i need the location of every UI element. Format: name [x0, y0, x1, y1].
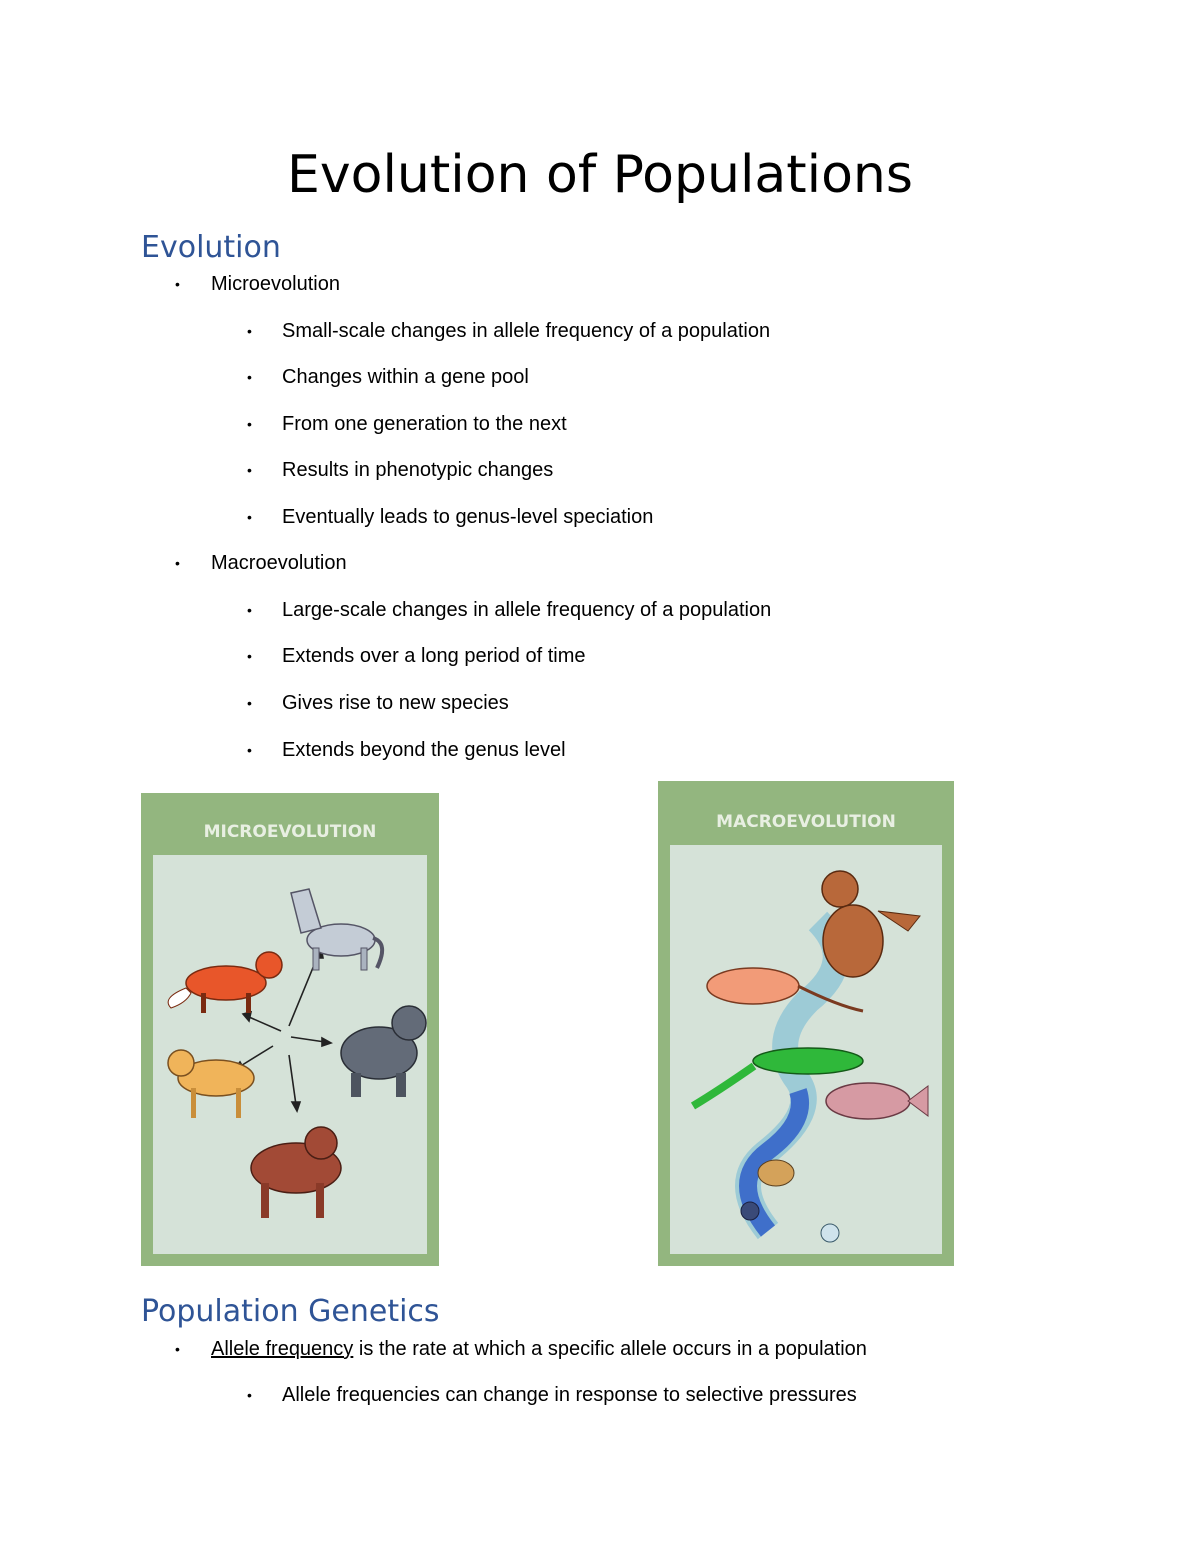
bullet: • — [247, 369, 252, 385]
bullet: • — [247, 742, 252, 758]
bullet: • — [175, 1341, 180, 1357]
bullet: • — [247, 602, 252, 618]
list-item-macroevolution: Macroevolution — [211, 552, 347, 574]
bullet: • — [247, 1387, 252, 1403]
bullet: • — [247, 695, 252, 711]
allele-frequency-definition — [211, 1336, 867, 1362]
bullet: • — [247, 323, 252, 339]
macro-panel-title: MACROEVOLUTION — [716, 812, 896, 832]
list-item: Results in phenotypic changes — [282, 459, 554, 481]
definition-text: is the rate at which a specific allele occurs in a population — [353, 1338, 867, 1360]
bullet: • — [247, 509, 252, 525]
term-allele-frequency: Allele frequency — [211, 1338, 354, 1360]
list-item: Gives rise to new species — [282, 692, 509, 714]
page-title: Evolution of Populations — [287, 145, 913, 205]
bullet: • — [175, 276, 180, 292]
list-item: Small-scale changes in allele frequency of a population — [282, 320, 771, 342]
list-item: From one generation to the next — [282, 413, 567, 435]
list-item-microevolution: Microevolution — [211, 273, 340, 295]
list-item: Large-scale changes in allele frequency of a population — [282, 599, 772, 621]
bullet: • — [247, 648, 252, 664]
list-item: Allele frequencies can change in response to selective pressures — [282, 1384, 857, 1406]
list-item: Extends over a long period of time — [282, 645, 586, 667]
micro-panel-title: MICROEVOLUTION — [203, 822, 377, 842]
macroevolution-figure — [658, 781, 954, 1266]
trilobite-icon — [758, 1160, 794, 1186]
list-item: Eventually leads to genus-level speciation — [282, 506, 654, 528]
bullet: • — [175, 555, 180, 571]
section-heading-population-genetics: Population Genetics — [141, 1294, 440, 1329]
list-item: Changes within a gene pool — [282, 366, 529, 388]
section-heading-evolution: Evolution — [141, 230, 281, 265]
bullet: • — [247, 462, 252, 478]
microevolution-figure — [141, 793, 439, 1266]
bullet: • — [247, 416, 252, 432]
list-item: Extends beyond the genus level — [282, 739, 566, 761]
